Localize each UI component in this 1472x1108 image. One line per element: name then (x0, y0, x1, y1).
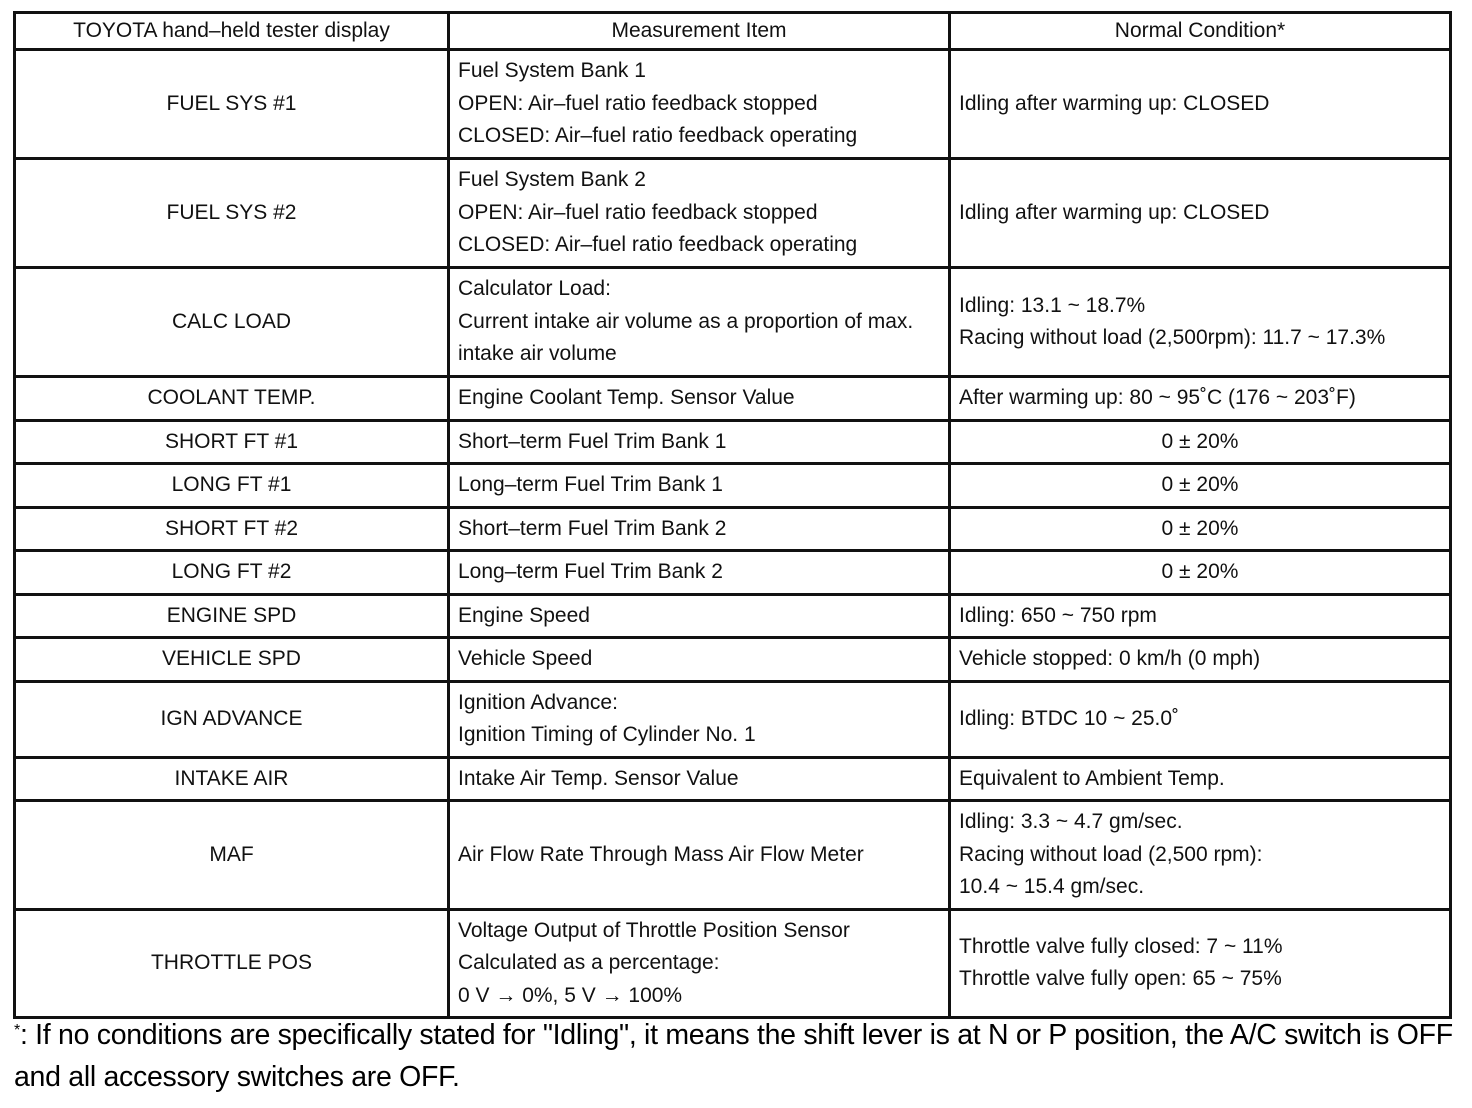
normal-condition-line: 0 ± 20% (1161, 516, 1239, 540)
normal-condition-line: Racing without load (2,500rpm): 11.7 ~ 17.3% (959, 326, 1386, 349)
normal-condition-line: 0 ± 20% (1161, 560, 1239, 583)
table-row (15, 681, 1451, 757)
tester-display-line: SHORT FT #2 (164, 516, 299, 540)
measurement-item-cell (449, 757, 950, 801)
tester-display-line: MAF (209, 842, 254, 866)
table-row (15, 507, 1451, 551)
measurement-item-cell (449, 50, 950, 159)
tester-display-line: SHORT FT #1 (164, 429, 299, 453)
normal-condition-line: Throttle valve fully closed: 7 ~ 11% (959, 934, 1283, 958)
measurement-item-line: Current intake air volume as a proportion of max. (458, 309, 914, 333)
measurement-item-cell (449, 507, 950, 551)
tester-display-line: THROTTLE POS (150, 951, 313, 974)
tester-display-cell (15, 159, 449, 268)
header-tester-display: TOYOTA hand–held tester display (15, 13, 449, 50)
normal-condition-cell (950, 681, 1451, 757)
measurement-item-line: Voltage Output of Throttle Position Sensor (458, 918, 850, 942)
tester-display-cell (15, 268, 449, 377)
table-row (15, 464, 1451, 508)
measurement-item-cell (449, 909, 950, 1018)
table-row (15, 594, 1451, 638)
measurement-item-line: Short–term Fuel Trim Bank 2 (458, 516, 727, 540)
tester-display-cell (15, 801, 449, 910)
normal-condition-cell (950, 268, 1451, 377)
tester-display-line: VEHICLE SPD (162, 647, 301, 670)
measurement-item-line: Air Flow Rate Through Mass Air Flow Meter (458, 842, 864, 866)
tester-display-line: CALC LOAD (171, 309, 292, 333)
measurement-item-line: Fuel System Bank 1 (458, 59, 646, 83)
tester-display-line: ENGINE SPD (166, 603, 297, 627)
table-header-row (15, 13, 1451, 50)
normal-condition-line: Throttle valve fully open: 65 ~ 75% (959, 967, 1282, 991)
measurement-item-line: Calculated as a percentage: (458, 951, 720, 974)
normal-condition-cell (950, 909, 1451, 1018)
measurement-item-line: Ignition Timing of Cylinder No. 1 (458, 723, 756, 746)
tester-display-cell (15, 507, 449, 551)
normal-condition-line: Idling after warming up: CLOSED (959, 91, 1270, 115)
measurement-item-line: Vehicle Speed (458, 647, 593, 670)
normal-condition-cell (950, 464, 1451, 508)
normal-condition-line: Equivalent to Ambient Temp. (959, 766, 1225, 790)
normal-condition-line: Idling: 3.3 ~ 4.7 gm/sec. (959, 810, 1183, 833)
footnote-text: : If no conditions are specifically stated for "Idling", it means the shift lever is at N or P position, the A/C switch is OFF and all accessory switches are OFF. (14, 1019, 1453, 1093)
table-row (15, 377, 1451, 421)
tester-display-line: COOLANT TEMP. (147, 386, 316, 409)
measurement-item-line: Engine Speed (458, 603, 590, 627)
measurement-item-cell (449, 594, 950, 638)
measurement-item-line: CLOSED: Air–fuel ratio feedback operating (458, 124, 858, 148)
measurement-item-line: intake air volume (458, 342, 617, 366)
normal-condition-line: Idling after warming up: CLOSED (959, 200, 1270, 224)
measurement-item-cell (449, 377, 950, 421)
normal-condition-cell (950, 377, 1451, 421)
normal-condition-cell (950, 638, 1451, 682)
table-body (15, 50, 1451, 1018)
tester-display-cell (15, 638, 449, 682)
table-row (15, 50, 1451, 159)
measurement-item-line: CLOSED: Air–fuel ratio feedback operating (458, 233, 858, 257)
tester-display-cell (15, 594, 449, 638)
table-row (15, 420, 1451, 464)
header-normal-condition: Normal Condition* (950, 13, 1451, 50)
tester-display-line: LONG FT #1 (171, 473, 292, 496)
normal-condition-line: Idling: 13.1 ~ 18.7% (959, 293, 1146, 317)
measurement-item-line: Ignition Advance: (458, 690, 618, 714)
normal-condition-cell (950, 420, 1451, 464)
tester-display-cell (15, 420, 449, 464)
footnote (14, 1014, 1458, 1098)
normal-condition-cell (950, 757, 1451, 801)
normal-condition-cell (950, 551, 1451, 595)
footnote-mark: * (14, 1022, 20, 1039)
table-row (15, 757, 1451, 801)
normal-condition-line: Racing without load (2,500 rpm): (959, 842, 1263, 866)
measurement-item-line: Long–term Fuel Trim Bank 1 (458, 473, 723, 496)
tester-display-cell (15, 377, 449, 421)
normal-condition-cell (950, 50, 1451, 159)
tester-display-line: FUEL SYS #1 (166, 91, 297, 115)
table-row (15, 159, 1451, 268)
table-row (15, 551, 1451, 595)
measurement-item-line: Intake Air Temp. Sensor Value (458, 766, 739, 790)
normal-condition-line: 10.4 ~ 15.4 gm/sec. (959, 875, 1145, 898)
header-measurement-item: Measurement Item (449, 13, 950, 50)
measurement-item-cell (449, 801, 950, 910)
measurement-item-cell (449, 681, 950, 757)
tester-display-cell (15, 50, 449, 159)
measurement-item-cell (449, 551, 950, 595)
data-monitor-table (13, 11, 1452, 1019)
measurement-item-line: OPEN: Air–fuel ratio feedback stopped (458, 91, 818, 115)
tester-display-cell (15, 909, 449, 1018)
measurement-item-cell (449, 268, 950, 377)
normal-condition-line: After warming up: 80 ~ 95˚C (176 ~ 203˚F) (959, 386, 1356, 409)
measurement-item-line: Engine Coolant Temp. Sensor Value (458, 386, 795, 409)
table-row (15, 638, 1451, 682)
tester-display-line: INTAKE AIR (174, 766, 289, 790)
table-row (15, 801, 1451, 910)
normal-condition-cell (950, 159, 1451, 268)
table-row (15, 268, 1451, 377)
measurement-item-line: OPEN: Air–fuel ratio feedback stopped (458, 200, 818, 224)
table-row (15, 909, 1451, 1018)
measurement-item-line: Long–term Fuel Trim Bank 2 (458, 560, 723, 583)
measurement-item-line: Fuel System Bank 2 (458, 168, 646, 192)
normal-condition-line: Vehicle stopped: 0 km/h (0 mph) (959, 647, 1261, 670)
tester-display-cell (15, 464, 449, 508)
normal-condition-line: 0 ± 20% (1161, 473, 1239, 496)
tester-display-line: LONG FT #2 (171, 560, 292, 583)
tester-display-line: FUEL SYS #2 (166, 200, 297, 224)
measurement-item-cell (449, 638, 950, 682)
measurement-item-cell (449, 464, 950, 508)
measurement-item-line: Calculator Load: (458, 277, 611, 301)
normal-condition-cell (950, 594, 1451, 638)
normal-condition-line: Idling: BTDC 10 ~ 25.0˚ (959, 706, 1180, 730)
measurement-item-cell (449, 159, 950, 268)
normal-condition-cell (950, 801, 1451, 910)
tester-display-cell (15, 551, 449, 595)
normal-condition-cell (950, 507, 1451, 551)
measurement-item-cell (449, 420, 950, 464)
measurement-item-line: 0 V → 0%, 5 V → 100% (458, 983, 683, 1007)
tester-display-cell (15, 757, 449, 801)
tester-display-cell (15, 681, 449, 757)
normal-condition-line: Idling: 650 ~ 750 rpm (959, 603, 1157, 627)
normal-condition-line: 0 ± 20% (1161, 429, 1239, 453)
measurement-item-line: Short–term Fuel Trim Bank 1 (458, 429, 727, 453)
tester-display-line: IGN ADVANCE (160, 706, 303, 730)
